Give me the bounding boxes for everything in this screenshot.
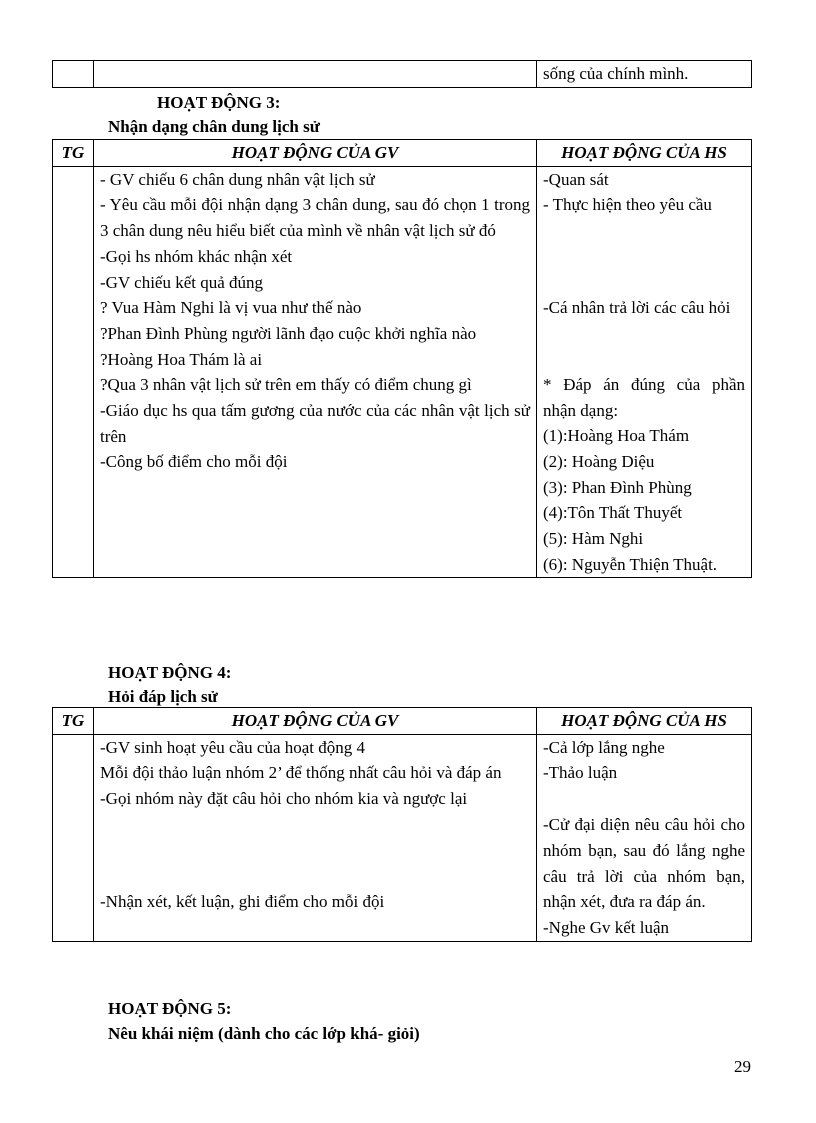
gv-cell	[94, 734, 537, 941]
hs-line: (5): Hàm Nghi	[543, 529, 644, 549]
hs-cell	[537, 166, 752, 578]
header-hs: HOẠT ĐỘNG CỦA HS	[537, 708, 752, 735]
activity5-title: HOẠT ĐỘNG 5:	[108, 999, 232, 1018]
gv-line: -Nhận xét, kết luận, ghi điểm cho mỗi đội	[100, 891, 385, 911]
top-table	[52, 60, 752, 88]
gv-line: ?Phan Đình Phùng người lãnh đạo cuộc khởi nghĩa nào	[100, 323, 477, 343]
gv-line: - Yêu cầu mỗi đội nhận dạng 3 chân dung, sau đó chọn 1 trong 3 chân dung nêu hiểu biết của mình về nhân vật lịch sử đó	[100, 195, 530, 241]
activity4-table	[52, 707, 752, 942]
hs-line: - Thực hiện theo yêu cầu	[543, 195, 712, 215]
hs-cell	[537, 734, 752, 941]
hs-line: (3): Phan Đình Phùng	[543, 477, 692, 497]
table-row	[53, 734, 752, 941]
hs-line: (6): Nguyễn Thiện Thuật.	[543, 554, 718, 574]
hs-line: (1):Hoàng Hoa Thám	[543, 426, 690, 446]
hs-line: (4):Tôn Thất Thuyết	[543, 503, 683, 523]
gv-line: ?Qua 3 nhân vật lịch sử trên em thấy có điểm chung gì	[100, 375, 472, 395]
gv-line: -GV chiếu kết quả đúng	[100, 272, 264, 292]
gv-line: -Công bố điểm cho mỗi đội	[100, 452, 288, 472]
gv-line: -Gọi nhóm này đặt câu hỏi cho nhóm kia và ngược lại	[100, 789, 468, 809]
hs-line: -Nghe Gv kết luận	[543, 917, 670, 937]
hs-line: * Đáp án đúng của phần nhận dạng:	[543, 374, 745, 420]
activity5-subtitle: Nêu khái niệm (dành cho các lớp khá- giỏi)	[108, 1024, 420, 1043]
gv-cell	[94, 61, 537, 88]
header-tg: TG	[53, 140, 94, 167]
hs-cell: sống của chính mình.	[537, 61, 752, 88]
table-row	[53, 166, 752, 578]
tg-cell	[53, 734, 94, 941]
hs-line: -Cử đại diện nêu câu hỏi cho nhóm bạn, sau đó lắng nghe câu trả lời của nhóm bạn, nhận xét, đưa ra đáp án.	[543, 815, 745, 912]
tg-cell	[53, 166, 94, 578]
activity3-table	[52, 139, 752, 578]
gv-line: ? Vua Hàm Nghi là vị vua như thế nào	[100, 298, 362, 318]
activity4-title: HOẠT ĐỘNG 4:	[108, 663, 232, 682]
hs-line: -Cả lớp lắng nghe	[543, 737, 665, 757]
hs-line: -Quan sát	[543, 169, 609, 189]
hs-line: -Thảo luận	[543, 763, 618, 783]
gv-line: -GV sinh hoạt yêu cầu của hoạt động 4	[100, 737, 366, 757]
table-header-row	[53, 140, 752, 167]
gv-cell	[94, 166, 537, 578]
table-header-row	[53, 708, 752, 735]
page-number: 29	[734, 1057, 751, 1076]
activity3-title: HOẠT ĐỘNG 3:	[157, 93, 281, 112]
activity3-subtitle: Nhận dạng chân dung lịch sử	[108, 117, 320, 136]
activity4-subtitle: Hỏi đáp lịch sử	[108, 687, 218, 706]
header-gv: HOẠT ĐỘNG CỦA GV	[94, 140, 537, 167]
hs-line: -Cá nhân trả lời các câu hỏi	[543, 298, 731, 318]
gv-line: -Giáo dục hs qua tấm gương của nước của các nhân vật lịch sử trên	[100, 401, 530, 446]
hs-line: (2): Hoàng Diệu	[543, 451, 655, 471]
gv-line: - GV chiếu 6 chân dung nhân vật lịch sử	[100, 169, 375, 189]
header-hs: HOẠT ĐỘNG CỦA HS	[537, 140, 752, 167]
tg-cell	[53, 61, 94, 88]
header-gv: HOẠT ĐỘNG CỦA GV	[94, 708, 537, 735]
gv-line: -Gọi hs nhóm khác nhận xét	[100, 246, 293, 266]
header-tg: TG	[53, 708, 94, 735]
gv-line: ?Hoàng Hoa Thám là ai	[100, 349, 263, 369]
gv-line: Mỗi đội thảo luận nhóm 2’ để thống nhất câu hỏi và đáp án	[100, 763, 502, 783]
